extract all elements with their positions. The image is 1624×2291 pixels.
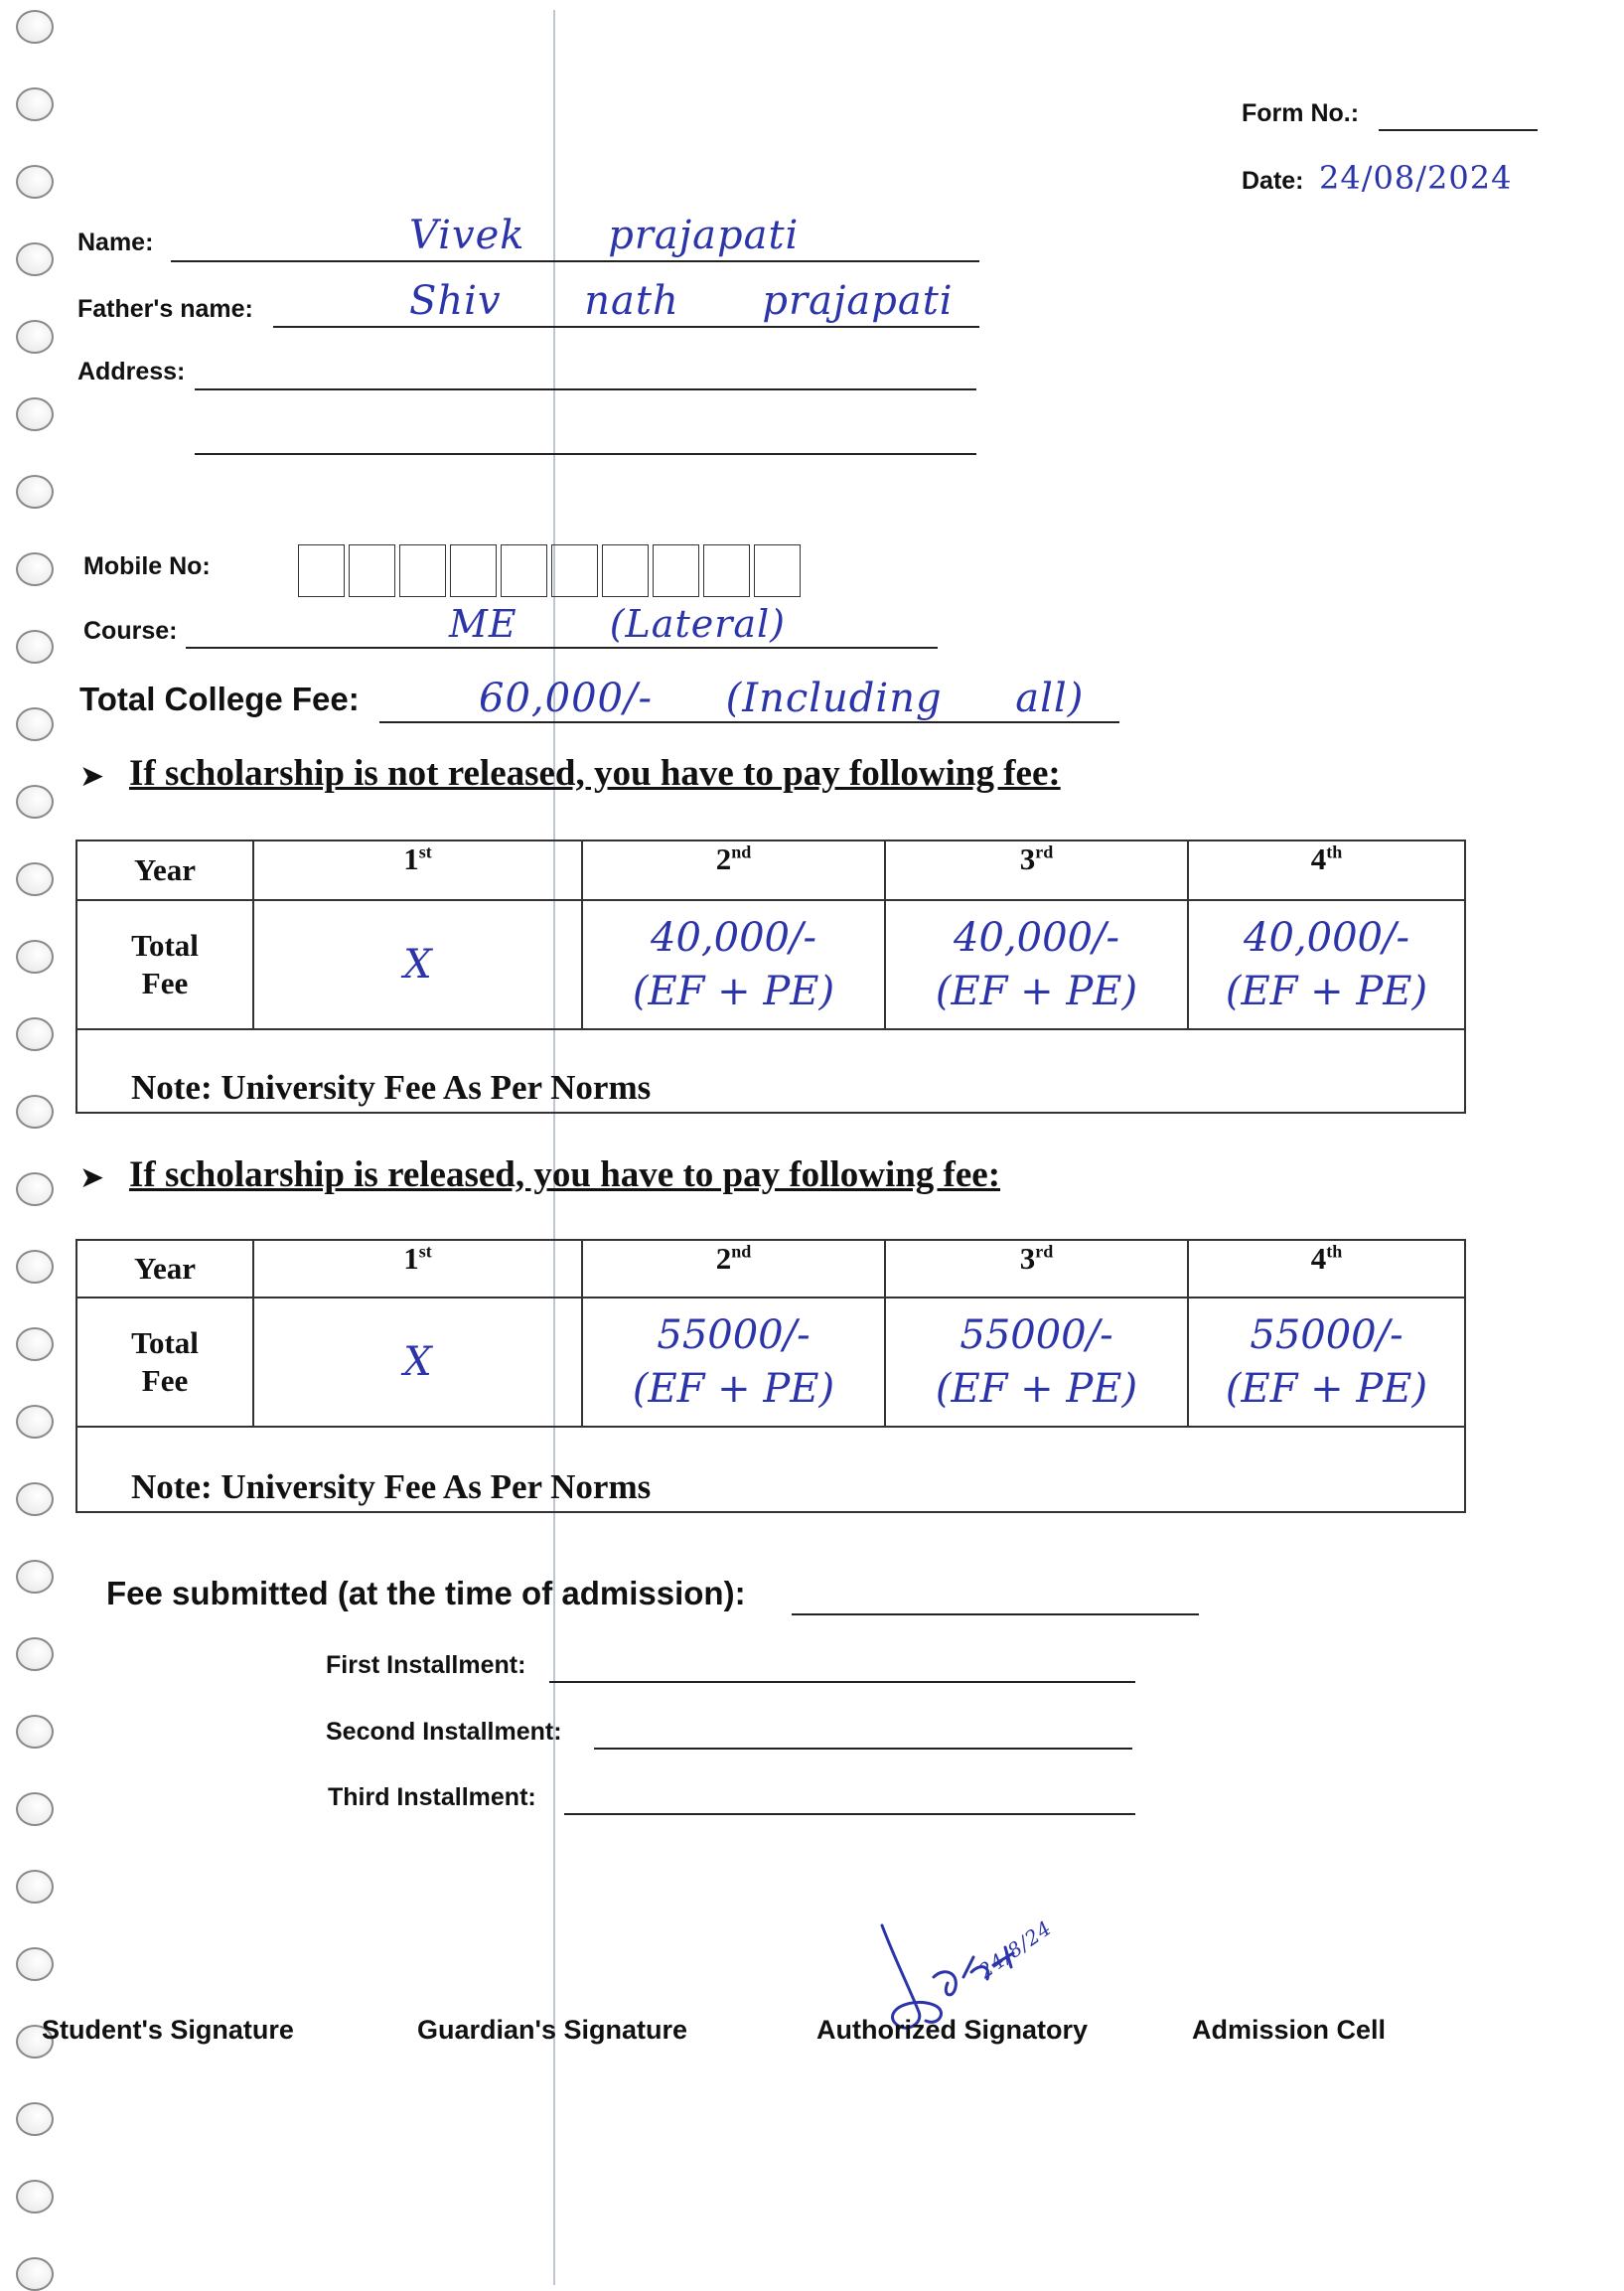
table-row	[76, 840, 1465, 900]
binding-ring	[16, 785, 54, 819]
table-row	[76, 1427, 1465, 1512]
year-4-sup: th	[1326, 841, 1343, 862]
total-fee-row-label	[76, 1298, 253, 1427]
mobile-digit-box[interactable]	[501, 544, 547, 597]
year-2-cell	[582, 840, 885, 900]
row-label-line-1: Total	[131, 928, 199, 963]
binding-ring	[16, 242, 54, 276]
fee-year-3-amount: 40,000/-	[954, 915, 1119, 961]
fee-year-3[interactable]	[885, 900, 1188, 1029]
year-2-text: 2	[715, 841, 732, 876]
binding-ring	[16, 397, 54, 431]
bullet-arrow-icon: ➤	[79, 1161, 105, 1194]
mobile-digit-box[interactable]	[349, 544, 395, 597]
binding-ring	[16, 1715, 54, 1749]
binding-ring	[16, 87, 54, 121]
year-4-text: 4	[1310, 1241, 1327, 1276]
admission-cell-label: Admission Cell	[1192, 2015, 1387, 2045]
fee-year-2[interactable]	[582, 900, 885, 1029]
binding-ring	[16, 862, 54, 896]
total-fee-value[interactable]: 60,000/- (Including all)	[479, 676, 1085, 721]
address-label: Address:	[77, 358, 186, 385]
row-label-line-2: Fee	[141, 966, 189, 1000]
form-no-label: Form No.:	[1242, 99, 1360, 127]
binding-ring	[16, 2180, 54, 2214]
year-header-cell: Year	[76, 1240, 253, 1298]
fee-year-2-note: (EF + PE)	[632, 1366, 835, 1412]
year-4-cell	[1188, 1240, 1465, 1298]
table-row	[76, 1298, 1465, 1427]
section-released-heading: If scholarship is released, you have to pay following fee:	[129, 1154, 1001, 1195]
fee-table-released	[75, 1239, 1466, 1513]
binding-ring	[16, 1017, 54, 1051]
mobile-label: Mobile No:	[83, 552, 211, 580]
binding-ring	[16, 1405, 54, 1439]
mobile-digit-box[interactable]	[602, 544, 649, 597]
year-2-sup: nd	[731, 1241, 752, 1262]
signature-date-scribble: 24/8/24	[973, 1915, 1057, 1983]
fee-year-4-amount: 55000/-	[1250, 1312, 1403, 1358]
binding-ring	[16, 2102, 54, 2136]
year-3-sup: rd	[1035, 1241, 1054, 1262]
year-1-text: 1	[403, 1241, 419, 1276]
mobile-digit-box[interactable]	[399, 544, 446, 597]
year-3-cell	[885, 1240, 1188, 1298]
binding-ring	[16, 475, 54, 509]
mobile-digit-box[interactable]	[703, 544, 750, 597]
course-line	[186, 647, 938, 649]
university-fee-note: Note: University Fee As Per Norms	[76, 1427, 1465, 1512]
fee-year-4[interactable]	[1188, 900, 1465, 1029]
year-2-cell	[582, 1240, 885, 1298]
date-label: Date:	[1242, 167, 1304, 195]
authorized-signatory-label: Authorized Signatory	[816, 2015, 1089, 2045]
fee-year-1[interactable]: X	[253, 900, 582, 1029]
fee-year-2-note: (EF + PE)	[632, 969, 835, 1014]
table-row	[76, 900, 1465, 1029]
father-name-label: Father's name:	[77, 295, 253, 323]
fee-submitted-line	[792, 1613, 1199, 1615]
fee-year-4-amount: 40,000/-	[1244, 915, 1409, 961]
fee-year-4-note: (EF + PE)	[1225, 1366, 1428, 1412]
mobile-digit-box[interactable]	[551, 544, 598, 597]
binding-ring	[16, 165, 54, 199]
address-line-1	[195, 388, 976, 390]
year-header-cell: Year	[76, 840, 253, 900]
fee-year-2-amount: 55000/-	[657, 1312, 811, 1358]
address-line-2	[195, 453, 976, 455]
student-signature-label: Student's Signature	[42, 2015, 294, 2045]
father-name-value[interactable]: Shiv nath prajapati	[409, 278, 954, 324]
course-value[interactable]: ME (Lateral)	[449, 602, 786, 646]
name-value[interactable]: Vivek prajapati	[409, 213, 800, 258]
fee-year-1[interactable]: X	[253, 1298, 582, 1427]
mobile-digit-box[interactable]	[653, 544, 699, 597]
binding-ring	[16, 630, 54, 664]
total-fee-label: Total College Fee:	[79, 681, 360, 717]
first-installment-label: First Installment:	[326, 1651, 526, 1679]
mobile-digit-box[interactable]	[298, 544, 345, 597]
year-1-sup: st	[418, 841, 432, 862]
fee-year-3[interactable]	[885, 1298, 1188, 1427]
fee-year-2-amount: 40,000/-	[651, 915, 816, 961]
year-3-cell	[885, 840, 1188, 900]
year-3-text: 3	[1019, 841, 1036, 876]
year-1-text: 1	[403, 841, 419, 876]
year-2-text: 2	[715, 1241, 732, 1276]
year-2-sup: nd	[731, 841, 752, 862]
fee-year-3-note: (EF + PE)	[935, 969, 1138, 1014]
university-fee-note: Note: University Fee As Per Norms	[76, 1029, 1465, 1113]
year-1-cell	[253, 840, 582, 900]
second-installment-line[interactable]	[594, 1748, 1132, 1750]
binding-ring	[16, 552, 54, 586]
name-label: Name:	[77, 229, 154, 256]
date-value[interactable]: 24/08/2024	[1319, 159, 1513, 197]
course-label: Course:	[83, 617, 178, 645]
binding-ring	[16, 2257, 54, 2291]
year-1-sup: st	[418, 1241, 432, 1262]
year-3-sup: rd	[1035, 841, 1054, 862]
binding-ring	[16, 1947, 54, 1981]
fee-year-4-note: (EF + PE)	[1225, 969, 1428, 1014]
table-row	[76, 1029, 1465, 1113]
third-installment-label: Third Installment:	[328, 1783, 536, 1811]
binding-ring	[16, 940, 54, 974]
year-4-cell	[1188, 840, 1465, 900]
binding-ring	[16, 1095, 54, 1129]
binding-ring	[16, 1482, 54, 1516]
second-installment-label: Second Installment:	[326, 1718, 562, 1746]
table-row	[76, 1240, 1465, 1298]
year-4-sup: th	[1326, 1241, 1343, 1262]
binding-ring	[16, 1250, 54, 1284]
mobile-digit-box[interactable]	[754, 544, 801, 597]
binding-ring	[16, 1327, 54, 1361]
row-label-line-1: Total	[131, 1325, 199, 1360]
binding-ring	[16, 10, 54, 44]
section-not-released-heading: If scholarship is not released, you have to pay following fee:	[129, 753, 1061, 794]
fee-year-3-note: (EF + PE)	[935, 1366, 1138, 1412]
year-3-text: 3	[1019, 1241, 1036, 1276]
binding-ring	[16, 320, 54, 354]
binding-ring	[16, 1870, 54, 1904]
fee-year-3-amount: 55000/-	[960, 1312, 1113, 1358]
name-line	[171, 260, 979, 262]
binding-ring	[16, 1637, 54, 1671]
year-4-text: 4	[1310, 841, 1327, 876]
binding-ring	[16, 1172, 54, 1206]
binding-ring	[16, 707, 54, 741]
first-installment-line[interactable]	[549, 1681, 1135, 1683]
page-fold-line	[553, 10, 555, 2285]
fee-submitted-label: Fee submitted (at the time of admission):	[106, 1575, 746, 1611]
third-installment-line[interactable]	[564, 1813, 1135, 1815]
guardian-signature-label: Guardian's Signature	[417, 2015, 687, 2045]
father-name-line	[273, 326, 979, 328]
fee-year-4[interactable]	[1188, 1298, 1465, 1427]
binding-ring	[16, 1560, 54, 1594]
mobile-digit-box[interactable]	[450, 544, 497, 597]
bullet-arrow-icon: ➤	[79, 760, 105, 793]
row-label-line-2: Fee	[141, 1363, 189, 1398]
fee-table-not-released	[75, 840, 1466, 1114]
total-fee-line	[379, 721, 1119, 723]
total-fee-row-label	[76, 900, 253, 1029]
binding-ring	[16, 1792, 54, 1826]
fee-year-2[interactable]	[582, 1298, 885, 1427]
year-1-cell	[253, 1240, 582, 1298]
form-no-line	[1379, 129, 1538, 131]
